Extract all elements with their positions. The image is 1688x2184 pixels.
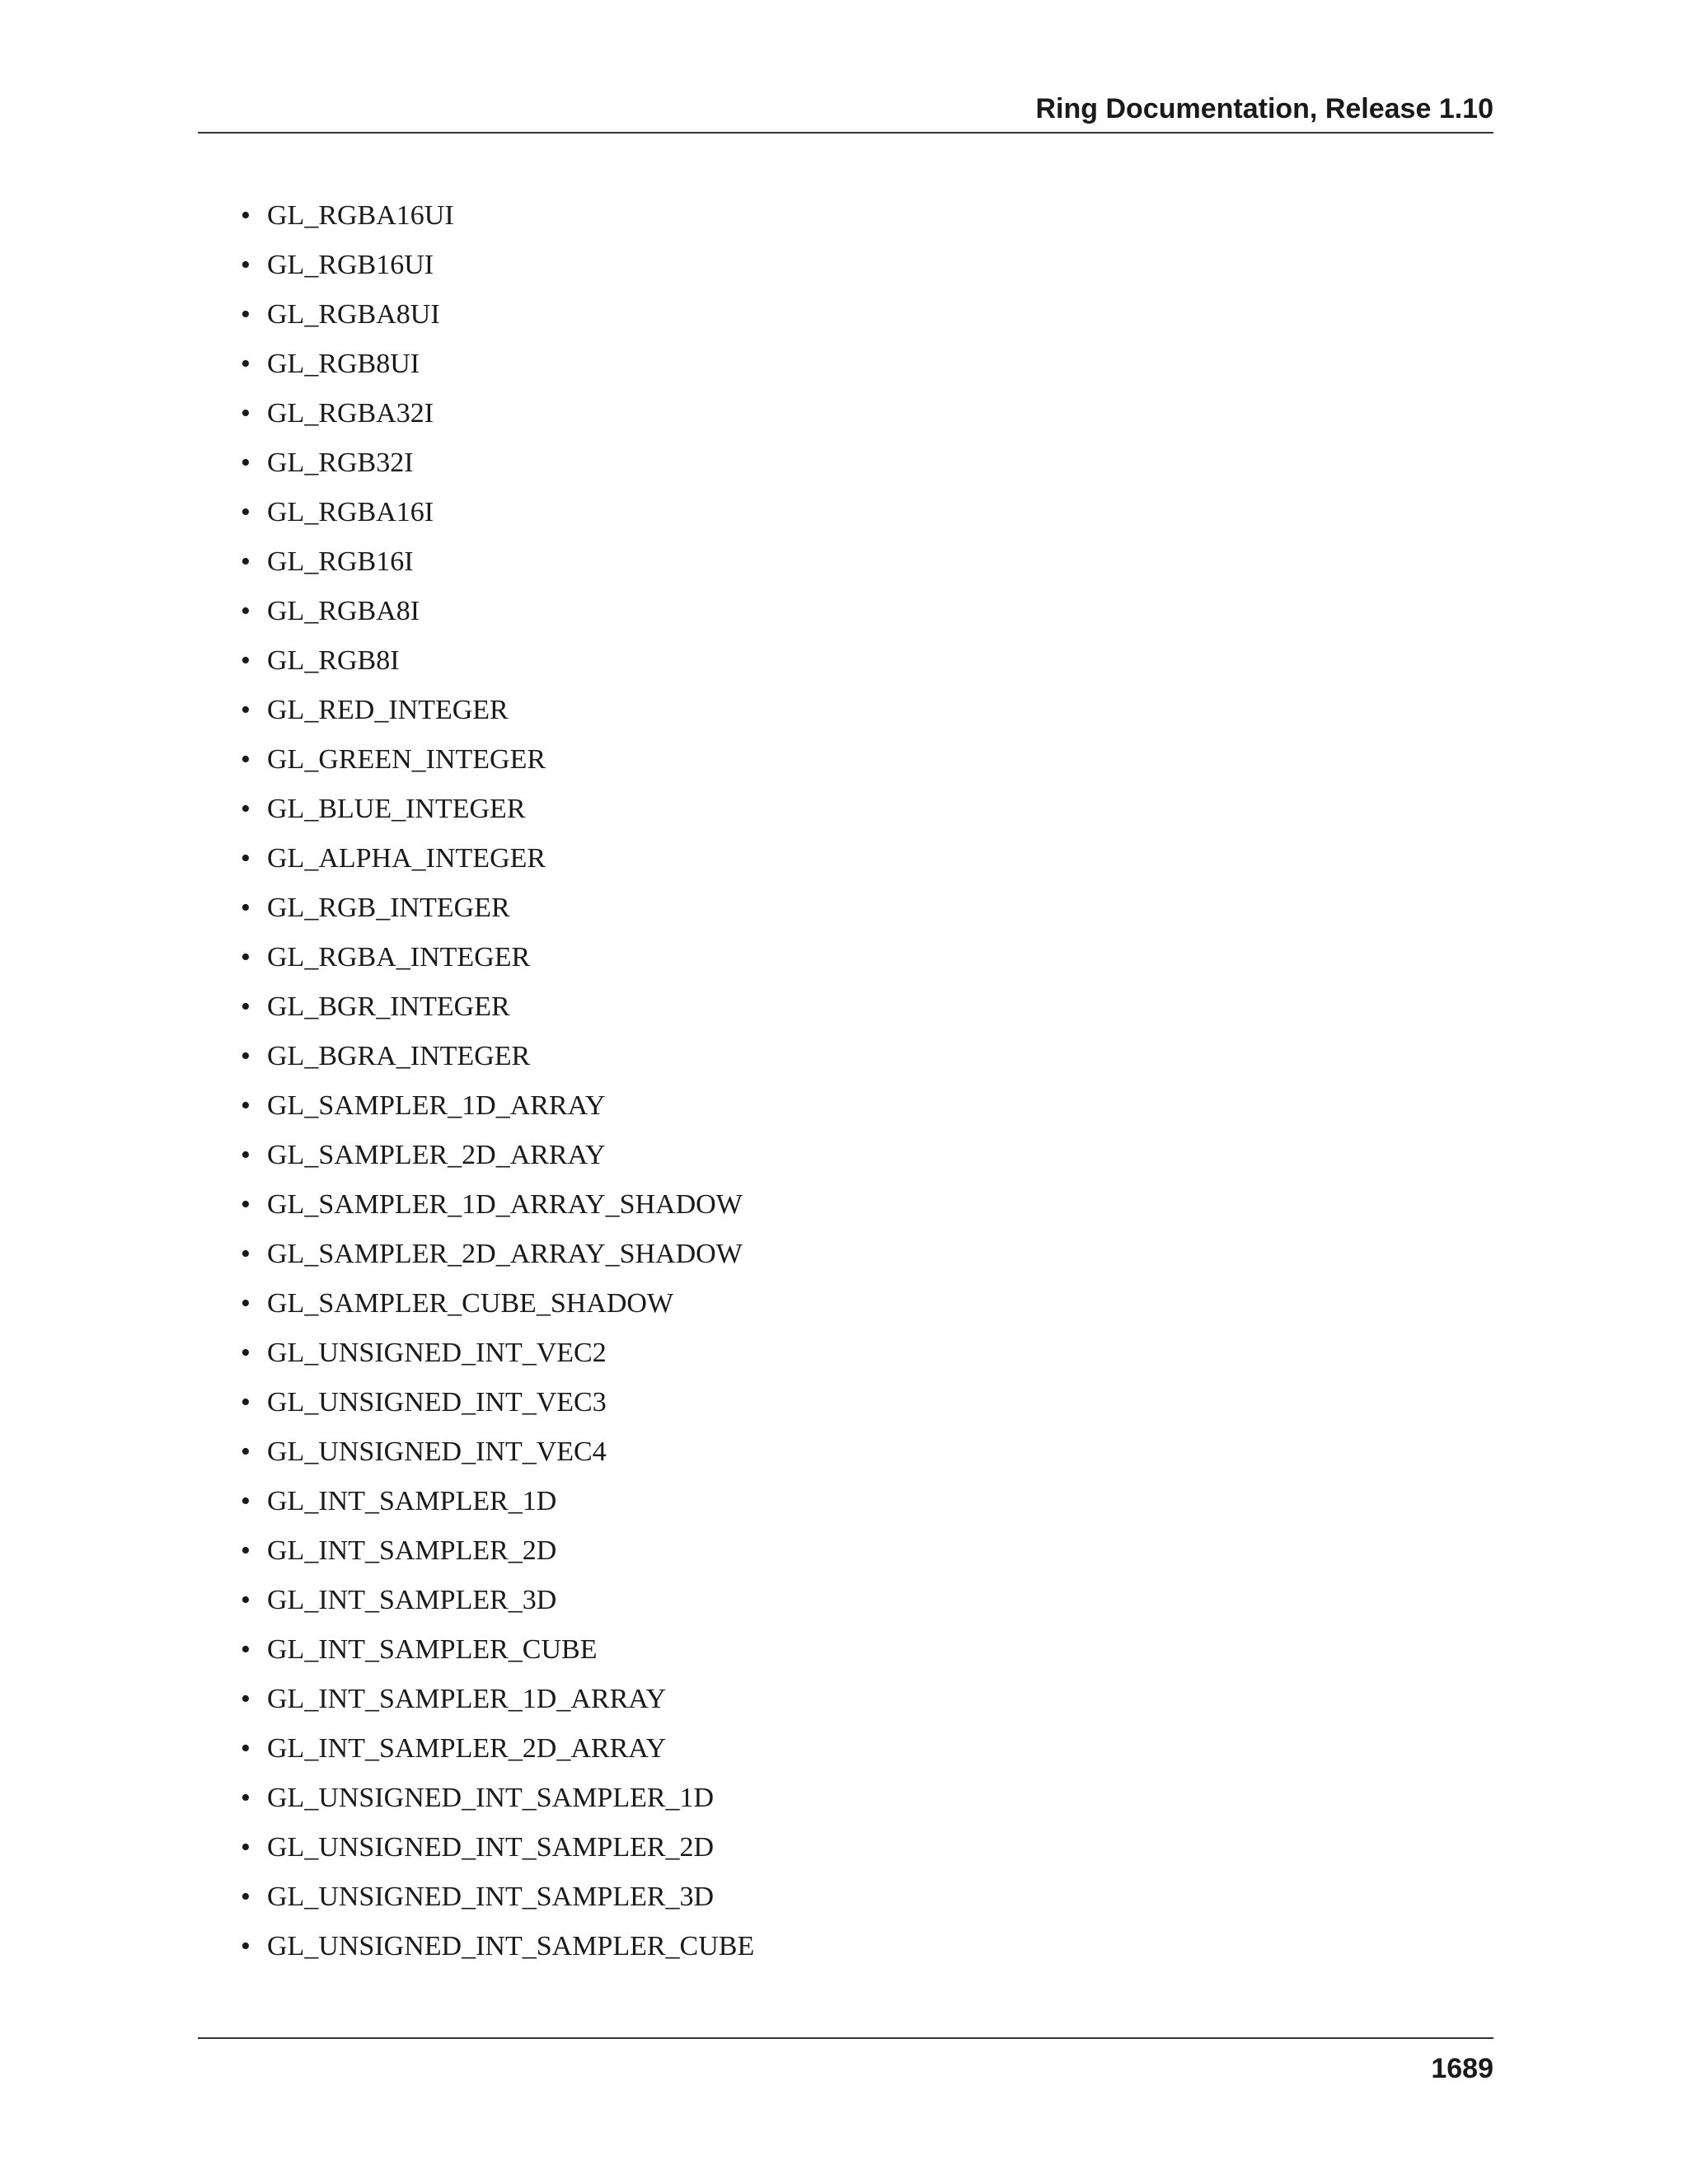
- bullet-icon: •: [241, 1535, 251, 1566]
- list-item-text: GL_INT_SAMPLER_1D_ARRAY: [267, 1684, 667, 1714]
- list-item-text: GL_RGB16UI: [267, 250, 434, 280]
- bullet-icon: •: [241, 695, 251, 725]
- bullet-icon: •: [241, 991, 251, 1022]
- bullet-icon: •: [241, 1090, 251, 1121]
- bullet-icon: •: [241, 1041, 251, 1071]
- list-item-text: GL_RGB32I: [267, 448, 414, 478]
- page-number: 1689: [1431, 2053, 1493, 2084]
- bullet-icon: •: [241, 843, 251, 874]
- page-header: [198, 89, 1493, 134]
- list-item-text: GL_BLUE_INTEGER: [267, 794, 526, 824]
- list-item-text: GL_UNSIGNED_INT_SAMPLER_2D: [267, 1832, 715, 1863]
- bullet-icon: •: [241, 1239, 251, 1269]
- bullet-icon: •: [241, 497, 251, 527]
- list-item-text: GL_INT_SAMPLER_1D: [267, 1486, 557, 1516]
- list-item-text: GL_INT_SAMPLER_CUBE: [267, 1634, 598, 1665]
- bullet-icon: •: [241, 1140, 251, 1170]
- list-item-text: GL_SAMPLER_CUBE_SHADOW: [267, 1288, 674, 1319]
- bullet-icon: •: [241, 1733, 251, 1764]
- list-item-text: GL_UNSIGNED_INT_SAMPLER_1D: [267, 1783, 715, 1813]
- list-item-text: GL_RGB16I: [267, 546, 414, 577]
- list-item-text: GL_INT_SAMPLER_2D: [267, 1535, 557, 1566]
- bullet-icon: •: [241, 744, 251, 775]
- bullet-icon: •: [241, 546, 251, 577]
- bullet-icon: •: [241, 200, 251, 231]
- list-item-text: GL_INT_SAMPLER_3D: [267, 1585, 557, 1615]
- list-item-text: GL_SAMPLER_2D_ARRAY_SHADOW: [267, 1239, 743, 1269]
- list-item-text: GL_BGR_INTEGER: [267, 991, 510, 1022]
- list-item-text: GL_UNSIGNED_INT_VEC3: [267, 1387, 607, 1418]
- list-item-text: GL_RGBA32I: [267, 398, 434, 429]
- bullet-icon: •: [241, 1585, 251, 1615]
- bullet-icon: •: [241, 1882, 251, 1912]
- bullet-icon: •: [241, 645, 251, 676]
- bullet-icon: •: [241, 1684, 251, 1714]
- bullet-icon: •: [241, 596, 251, 626]
- bullet-icon: •: [241, 1783, 251, 1813]
- list-item-text: GL_GREEN_INTEGER: [267, 744, 546, 775]
- bullet-icon: •: [241, 1189, 251, 1220]
- bullet-icon: •: [241, 942, 251, 972]
- bullet-icon: •: [241, 1288, 251, 1319]
- list-item-text: GL_RGB8UI: [267, 349, 420, 379]
- list-item-text: GL_RGBA16UI: [267, 200, 454, 231]
- list-item-text: GL_INT_SAMPLER_2D_ARRAY: [267, 1733, 667, 1764]
- list-item-text: GL_RGB8I: [267, 645, 400, 676]
- list-item-text: GL_UNSIGNED_INT_SAMPLER_3D: [267, 1882, 715, 1912]
- list-item-text: GL_RED_INTEGER: [267, 695, 509, 725]
- list-item-text: GL_UNSIGNED_INT_VEC4: [267, 1436, 607, 1467]
- list-item-text: GL_SAMPLER_1D_ARRAY_SHADOW: [267, 1189, 743, 1220]
- bullet-icon: •: [241, 1832, 251, 1863]
- list-item-text: GL_RGBA16I: [267, 497, 434, 527]
- bullet-icon: •: [241, 794, 251, 824]
- bullet-icon: •: [241, 299, 251, 330]
- page-footer: [198, 2037, 1493, 2084]
- bullet-icon: •: [241, 349, 251, 379]
- list-item-text: GL_SAMPLER_2D_ARRAY: [267, 1140, 606, 1170]
- list-item-text: GL_RGB_INTEGER: [267, 893, 510, 923]
- bullet-icon: •: [241, 1387, 251, 1418]
- list-item-text: GL_ALPHA_INTEGER: [267, 843, 546, 874]
- bullet-icon: •: [241, 1338, 251, 1368]
- bullet-icon: •: [241, 1634, 251, 1665]
- list-item-text: GL_BGRA_INTEGER: [267, 1041, 531, 1071]
- bullet-icon: •: [241, 893, 251, 923]
- bullet-icon: •: [241, 1436, 251, 1467]
- bullet-icon: •: [241, 448, 251, 478]
- bullet-icon: •: [241, 1931, 251, 1961]
- list-item-text: GL_SAMPLER_1D_ARRAY: [267, 1090, 606, 1121]
- header-title: Ring Documentation, Release 1.10: [1035, 93, 1493, 124]
- list-item-text: GL_RGBA8UI: [267, 299, 440, 330]
- list-item-text: GL_RGBA_INTEGER: [267, 942, 531, 972]
- list-item-text: GL_UNSIGNED_INT_SAMPLER_CUBE: [267, 1931, 755, 1961]
- list-item-text: GL_RGBA8I: [267, 596, 420, 626]
- bullet-icon: •: [241, 250, 251, 280]
- bullet-icon: •: [241, 398, 251, 429]
- bullet-icon: •: [241, 1486, 251, 1516]
- list-item-text: GL_UNSIGNED_INT_VEC2: [267, 1338, 607, 1368]
